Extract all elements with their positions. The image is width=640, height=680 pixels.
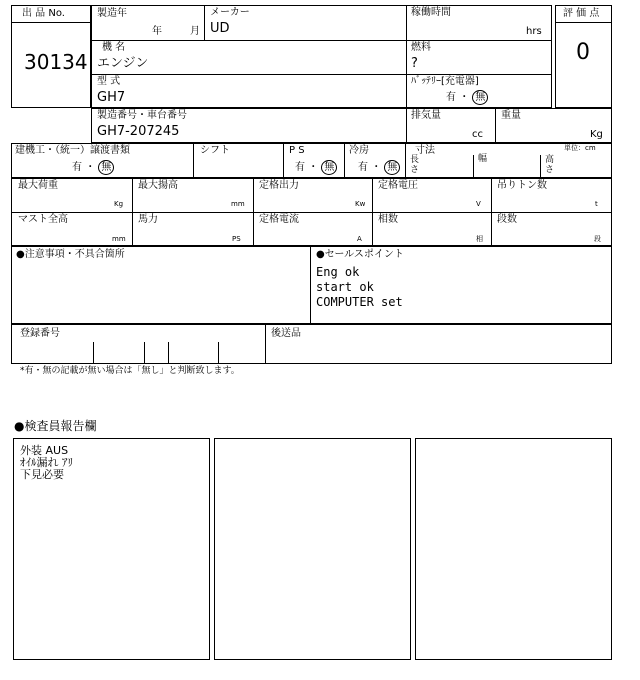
manufacture-year-label: 製造年 <box>97 8 127 19</box>
max-load-label: 最大荷重 <box>18 180 58 191</box>
sales-point-line: start ok <box>316 280 374 294</box>
fuel-label: 燃料 <box>411 42 431 53</box>
ps-label: P S <box>289 145 305 156</box>
aircon-label: 冷房 <box>349 145 369 156</box>
transfer-doc-no-circled: 無 <box>98 160 114 175</box>
rating-label: 評 価 点 <box>563 8 600 19</box>
aircon-options: 有 ・ 無 <box>358 160 400 175</box>
battery-yes: 有 <box>446 92 456 103</box>
rated-current-unit: A <box>357 235 362 243</box>
displacement-unit: cc <box>472 129 483 140</box>
fuel-value: ? <box>411 56 418 71</box>
transfer-doc-options: 有 ・ 無 <box>72 160 114 175</box>
hours-unit: hrs <box>526 26 542 37</box>
rated-output-label: 定格出力 <box>259 180 299 191</box>
maker-label: メーカー <box>210 7 250 18</box>
dimensions-label: 寸法 <box>415 145 435 156</box>
rated-voltage-unit: V <box>476 200 481 208</box>
rated-voltage-label: 定格電圧 <box>378 180 418 191</box>
machine-name-value: エンジン <box>97 56 149 71</box>
sales-points-label: ●セールスポイント <box>316 249 404 260</box>
mast-height-unit: mm <box>112 235 126 243</box>
battery-options: 有 ・ 無 <box>446 90 488 105</box>
max-lift-unit: mm <box>231 200 245 208</box>
dimensions-unit-note: 単位：cm <box>564 144 596 152</box>
model-label: 型 式 <box>97 76 121 87</box>
lot-number-label: 出 品 No. <box>22 8 65 19</box>
notes-label: ●注意事項・不具合箇所 <box>16 249 125 260</box>
displacement-label: 排気量 <box>411 110 441 121</box>
hoist-tons-unit: t <box>595 200 598 208</box>
horsepower-unit: PS <box>232 235 241 243</box>
stages-unit: 段 <box>594 235 601 243</box>
phases-label: 相数 <box>378 214 398 225</box>
max-lift-label: 最大揚高 <box>138 180 178 191</box>
shift-label: シフト <box>200 145 230 156</box>
horsepower-label: 馬力 <box>138 214 158 225</box>
max-load-unit: Kg <box>114 200 124 208</box>
battery-no-circled: 無 <box>472 90 488 105</box>
inspector-heading: ●検査員報告欄 <box>14 419 97 433</box>
machine-name-label: 機 名 <box>102 42 126 53</box>
dim-length-label: 長 さ <box>410 155 420 175</box>
sales-point-line: COMPUTER set <box>316 295 403 309</box>
serial-label: 製造番号・車台番号 <box>97 110 187 121</box>
dim-width-label: 幅 <box>478 154 488 164</box>
inspector-box-3 <box>415 438 612 660</box>
hours-label: 稼働時間 <box>411 7 451 18</box>
inspector-note-line: ｵｲﾙ漏れ ｱﾘ <box>20 456 73 469</box>
rating-value: 0 <box>576 40 590 65</box>
maker-value: UD <box>210 21 230 36</box>
registration-row <box>11 324 612 364</box>
rated-current-label: 定格電流 <box>259 214 299 225</box>
ps-no-circled: 無 <box>321 160 337 175</box>
inspector-note-line: 下見必要 <box>20 468 64 481</box>
mast-height-label: マスト全高 <box>18 214 68 225</box>
weight-label: 重量 <box>501 110 521 121</box>
inspector-note-line: 外装 AUS <box>20 444 69 457</box>
phases-unit: 相 <box>476 235 483 243</box>
model-value: GH7 <box>97 90 126 105</box>
lot-number: 30134 <box>24 50 88 74</box>
battery-label: ﾊﾞｯﾃﾘｰ[充電器] <box>411 76 479 87</box>
shipped-later-label: 後送品 <box>271 328 301 339</box>
ps-options: 有 ・ 無 <box>295 160 337 175</box>
transfer-doc-label: 建機工・（統一）譲渡書類 <box>15 145 130 156</box>
month-suffix: 月 <box>190 26 200 37</box>
dim-height-label: 高 さ <box>545 155 555 175</box>
hoist-tons-label: 吊りトン数 <box>497 180 547 191</box>
stages-label: 段数 <box>497 214 517 225</box>
weight-unit: Kg <box>590 129 603 140</box>
footnote: *有・無の記載が無い場合は「無し」と判断致します。 <box>20 366 240 376</box>
inspector-box-2 <box>214 438 411 660</box>
rated-output-unit: Kw <box>355 200 366 208</box>
serial-value: GH7-207245 <box>97 124 180 139</box>
year-suffix: 年 <box>152 26 162 37</box>
aircon-no-circled: 無 <box>384 160 400 175</box>
sales-point-line: Eng ok <box>316 265 360 279</box>
registration-label: 登録番号 <box>20 328 60 339</box>
